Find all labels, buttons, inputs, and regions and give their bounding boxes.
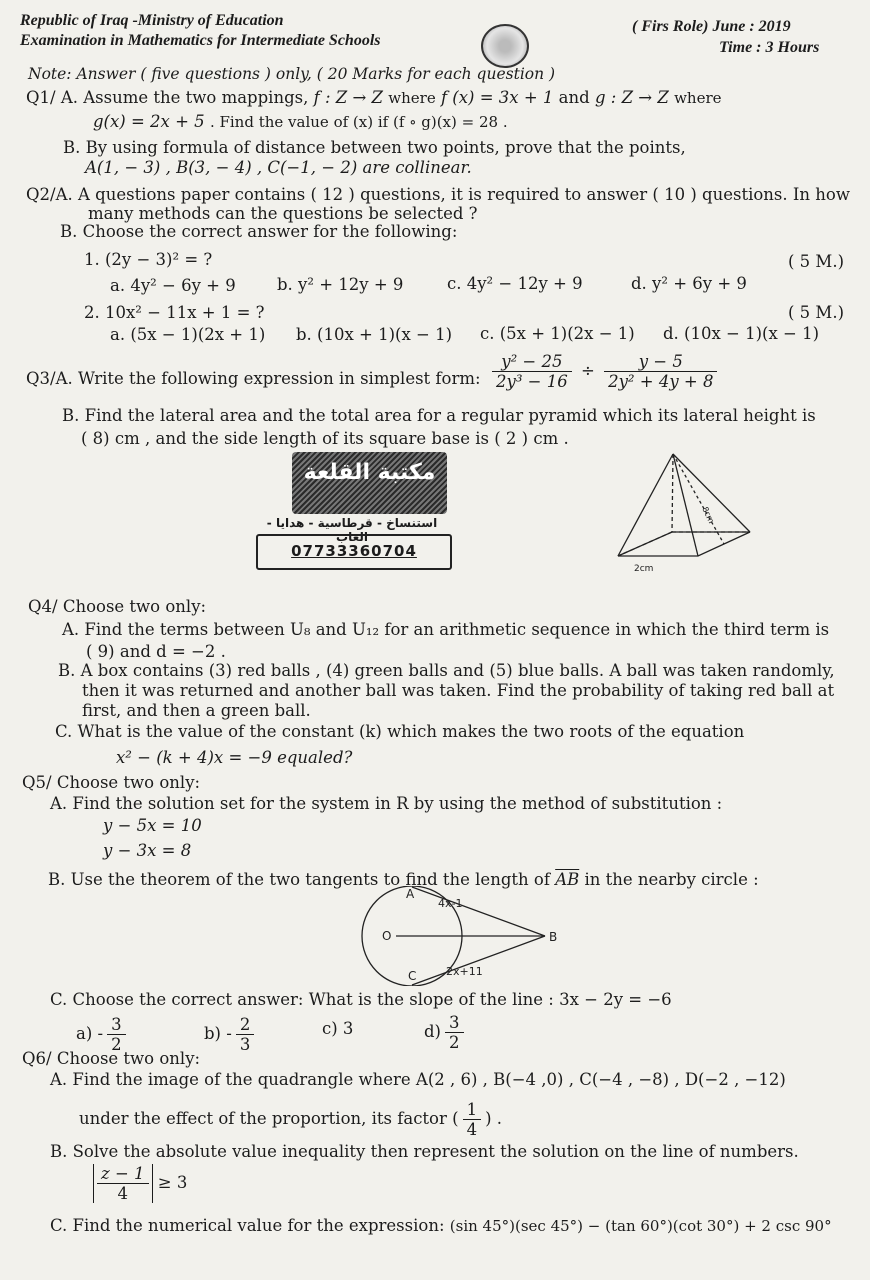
q4-title: Q4/ Choose two only: [28, 597, 207, 616]
header-ministry: Republic of Iraq -Ministry of Education [20, 12, 284, 29]
segment-cb-label: 2x+11 [446, 965, 483, 978]
header-session: ( Firs Role) June : 2019 [632, 18, 791, 35]
library-stamp [252, 452, 452, 570]
q4-a-line2: ( 9) and d = −2 . [86, 642, 226, 661]
q4-b-line3: first, and then a green ball. [82, 701, 311, 720]
q2-p2-marks: ( 5 M.) [788, 303, 845, 322]
header-exam-title: Examination in Mathematics for Intermediate Schools [20, 32, 381, 49]
q6-b-inequality: $\frac{z - 1}{4}$ ≥ 3 [93, 1164, 187, 1203]
q2-a-line2: many methods can the questions be selected ? [88, 204, 478, 223]
q6-a-line2: under the effect of the proportion, its factor ( $\frac{1}{4}$ ) . [79, 1100, 503, 1139]
segment-ab-label: 4x-1 [438, 897, 463, 910]
q2-p2-option-c: c. (5x + 1)(2x − 1) [480, 324, 635, 343]
q2-a-line1: Q2/A. A questions paper contains ( 12 ) questions, it is required to answer ( 10 ) questions. In how [26, 185, 850, 204]
q1-b-line2: A(1, − 3) , B(3, − 4) , C(−1, − 2) are collinear. [85, 158, 472, 177]
tangents-figure [350, 886, 580, 986]
q2-b-instruction: B. Choose the correct answer for the following: [60, 222, 458, 241]
q2-p1-option-a: a. 4y² − 6y + 9 [110, 276, 236, 295]
q2-p1-marks: ( 5 M.) [788, 252, 845, 271]
q2-p1-option-d: d. y² + 6y + 9 [631, 274, 747, 293]
q5-a-eq2: y − 3x = 8 [103, 841, 192, 860]
stamp-title: مكتبة القلعة [303, 460, 436, 485]
q5-title: Q5/ Choose two only: [22, 773, 201, 792]
q4-b-line2: then it was returned and another ball was taken. Find the probability of taking red ball at [82, 681, 835, 700]
q6-c-line: C. Find the numerical value for the expression: (sin 45°)(sec 45°) − (tan 60°)(cot 30°) + 2 csc 90° [50, 1216, 832, 1235]
point-b-label: B [549, 930, 558, 944]
ministry-seal-icon [481, 24, 529, 68]
q3-fraction-1: $\frac{\text{y² − 25}}{\text{2y³ − 16}}$ [492, 352, 572, 391]
q2-p2-option-b: b. (10x + 1)(x − 1) [296, 325, 453, 344]
point-a-label: A [406, 887, 415, 901]
q4-b-line1: B. A box contains (3) red balls , (4) green balls and (5) blue balls. A ball was taken randomly, [58, 661, 835, 680]
q6-b-line1: B. Solve the absolute value inequality then represent the solution on the line of numbers. [50, 1142, 799, 1161]
stamp-banner [292, 452, 447, 514]
point-c-label: C [408, 969, 417, 983]
q2-p1-option-c: c. 4y² − 12y + 9 [447, 274, 583, 293]
q3-b-line2: ( 8) cm , and the side length of its square base is ( 2 ) cm . [81, 429, 569, 448]
q1-a-line2: g(x) = 2x + 5 . Find the value of (x) if (f ∘ g)(x) = 28 . [93, 112, 508, 131]
tangent-ab [412, 887, 545, 936]
pyramid-figure [598, 448, 768, 578]
q5-c-option-c: c) 3 [322, 1019, 354, 1038]
q3-a-label: Q3/A. Write the following expression in simplest form: [26, 369, 481, 388]
q4-a-line1: A. Find the terms between U₈ and U₁₂ for an arithmetic sequence in which the third term is [62, 620, 830, 639]
q1-a-line1: Q1/ A. Assume the two mappings, f : Z → Z where f (x) = 3x + 1 and g : Z → Z where [26, 88, 722, 107]
q2-p2-option-d: d. (10x − 1)(x − 1) [663, 324, 820, 343]
exam-note: Note: Answer ( five questions ) only, ( 20 Marks for each question ) [28, 65, 556, 83]
point-o-label: O [382, 929, 392, 943]
q5-c-option-d: d) $\frac{3}{2}$ [424, 1013, 468, 1052]
q2-p1-question: 1. (2y − 3)² = ? [84, 250, 213, 269]
q4-c-line1: C. What is the value of the constant (k) which makes the two roots of the equation [55, 722, 745, 741]
q4-c-line2: x² − (k + 4)x = −9 equaled? [116, 748, 353, 767]
stamp-phone: 07733360704 [291, 542, 417, 560]
q2-p2-option-a: a. (5x − 1)(2x + 1) [110, 325, 266, 344]
q1-b-line1: B. By using formula of distance between two points, prove that the points, [63, 138, 686, 157]
stamp-subtitle: استنساخ - قرطاسية - هدايا - العاب [266, 516, 438, 544]
q6-a-line1: A. Find the image of the quadrangle where A(2 , 6) , B(−4 ,0) , C(−4 , −8) , D(−2 , −12) [50, 1070, 786, 1089]
q6-title: Q6/ Choose two only: [22, 1049, 201, 1068]
q3-b-line1: B. Find the lateral area and the total area for a regular pyramid which its lateral height is [62, 406, 816, 425]
stamp-phone-box [256, 534, 452, 570]
q3-a-expression: $\frac{\text{y² − 25}}{\text{2y³ − 16}}$ ÷ $\frac{y - 5}{\text{2y² + 4y + 8}}$ [488, 352, 721, 391]
pyramid-slant-label: 8cm [700, 505, 716, 525]
header-time: Time : 3 Hours [719, 39, 820, 56]
q5-a-line1: A. Find the solution set for the system in R by using the method of substitution : [50, 794, 723, 813]
q5-a-eq1: y − 5x = 10 [103, 816, 202, 835]
q2-p2-question: 2. 10x² − 11x + 1 = ? [84, 303, 265, 322]
q5-c-option-b: b) - $\frac{2}{3}$ [204, 1015, 258, 1054]
q2-p1-option-b: b. y² + 12y + 9 [277, 275, 404, 294]
pyramid-base [618, 532, 750, 556]
q3-fraction-2: $\frac{y - 5}{\text{2y² + 4y + 8}}$ [604, 352, 717, 391]
q5-b-line: B. Use the theorem of the two tangents to find the length of $\overline{AB}$ in the nearby circle : [48, 870, 759, 889]
pyramid-base-label: 2cm [634, 564, 654, 574]
q5-c-option-a: a) - $\frac{3}{2}$ [76, 1015, 130, 1054]
q5-c-line: C. Choose the correct answer: What is the slope of the line : 3x − 2y = −6 [50, 990, 672, 1009]
